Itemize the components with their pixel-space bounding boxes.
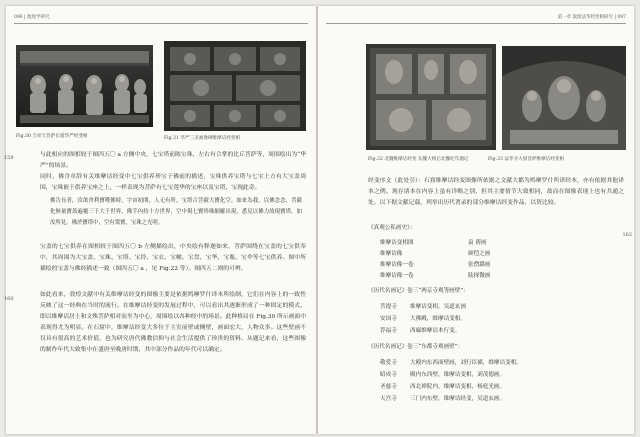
section-2-row-2-temple: 昭成寺 xyxy=(380,372,397,378)
section-1-row-2-text: 大佛殿，维摩诘变相。 xyxy=(410,316,466,322)
section-1-row-1-temple: 菩提寺 xyxy=(380,304,397,310)
figure-30-label: Fig.30 xyxy=(16,134,31,139)
right-page-number: 097 xyxy=(617,15,626,20)
margin-number-2: 160 xyxy=(4,296,14,302)
left-running-title: | 敦煌学研究 xyxy=(24,15,50,20)
paragraph-3: 宝盖的七宝供养在图相较于图四五〇 b 左侧描绘出，中央绘有释迦如来，菩萨围绕在宝盖的七宝供奉中，其周围为大宝盖，宝珠、宝塔、宝铃、宝衣、宝幢、宝盘、宝华、宝瓶、宝伞等七宝供养。图中所描绘的宝盖与佛经描述一致（图四五〇 a ，见 Fig.22 等）。图四五二则的可辨。 xyxy=(40,244,306,272)
figure-31-caption-text: 华严三圣画像碑维摩诘经变相 xyxy=(180,136,241,141)
table-row-2-title: 维摩诘像 xyxy=(380,251,403,257)
figure-33-caption xyxy=(488,156,564,162)
figure-32-caption-text: 北魏维摩诘经变 东魏大统后北魏纪年题记 xyxy=(384,157,469,162)
section-2-row-4-temple: 天宫寺 xyxy=(380,396,397,402)
figure-33-caption-text: 法华寺大窟菩萨维摩诘经变相 xyxy=(504,157,565,162)
table-row-2-author: 顾恺之画 xyxy=(468,251,491,257)
section-1-row-3-temple: 荐福寺 xyxy=(380,328,397,334)
right-intro-paragraph: 经变序文（此处引）：石窟维摩诘经变图像所依据之文献大都为鸠摩罗什所译经本，亦有依据其他译本之例。现存诸本在内容上虽有详略之别，但其主要情节大致相同，故而在图像表现上也有共通之处。以下据文献记载，列举出历代著录的部分维摩诘经变作品，以资比较。 xyxy=(368,178,624,206)
section-2-title: 《历代名画记》卷三“东都寺观画壁”： xyxy=(368,344,464,350)
figure-30-caption xyxy=(16,133,88,139)
table-row-3-title: 维摩诘像一卷 xyxy=(380,262,414,268)
paragraph-1: 与此相应的图相较于图四五〇 a 方侧中央，七宝塔前陈宝珠，左右有合掌的比丘菩萨等，周围绘出为“华严”的场景。 xyxy=(40,152,306,169)
table-row-3-author: 张僧繇画 xyxy=(468,262,491,268)
paragraph-2: 同时，佛含章辞有关维摩诘经变中七宝供养珍宝于佛前的描述，宝珠供养宝塔与七宝上方有大宝盖周围，宝珠嵌于供养宝座之上，一样表现为菩萨有七宝莲华的宝座以及宝塔，宝现此奇。 xyxy=(40,174,306,191)
section-2-row-4-text: 三门内东壁，维摩诘经变，吴道玄画。 xyxy=(410,396,506,402)
right-margin-number: 162 xyxy=(622,232,632,238)
section-1-row-3-text: 西廊维摩诘本行变。 xyxy=(410,328,461,334)
section-1-row-2-temple: 安国寺 xyxy=(380,316,397,322)
table-row-1-title: 维摩诘变相图 xyxy=(380,240,414,246)
section-2-row-3-temple: 圣慈寺 xyxy=(380,384,397,390)
section-1-row-1-text: 维摩诘变相，吴道玄画 xyxy=(410,304,466,310)
margin-number-1: 159 xyxy=(4,155,14,161)
quote-paragraph: 佛告長者，汝欲舍利寶嘆佛時，宇宙初開，人无有所，宝塔合菩薩大寶化空。如来為我，以佛念念，菩薩化無量寶蓋遍覆三千大千世界，佛手內持十方世界，空中現七寶珍珠網羅出現，悉見以佛力故現寶塔。如汝所見，佛於寶塔中，空有衆寶，宝珠之光明。 xyxy=(50,198,302,226)
table-intro: 《真观公私画史》： xyxy=(368,225,416,231)
section-2-row-3-text: 西北禅院内，维摩诘变相，杨庭光画。 xyxy=(410,384,506,390)
section-1-title: 《历代名画记》卷三“两京寺观等画壁”： xyxy=(368,288,469,294)
figure-31-stele-photo xyxy=(164,41,306,131)
section-2-row-2-text: 殿内东西壁，维摩诘变相，刘茂德画。 xyxy=(410,372,506,378)
figure-31-label: Fig.31 xyxy=(164,136,179,141)
right-page xyxy=(318,6,634,434)
figure-31-caption xyxy=(164,135,240,141)
figure-33-cave-photo xyxy=(502,46,626,150)
section-2-row-1-text: 大殿内东西面壁画，刘行臣描，维摩诘变相。 xyxy=(410,360,522,366)
left-running-head xyxy=(14,14,49,20)
right-running-head xyxy=(558,14,626,20)
left-page xyxy=(6,6,316,434)
right-header-rule xyxy=(326,23,626,24)
figure-32-label: Fig.32 xyxy=(368,157,383,162)
right-running-title: 第一章 敦煌法华经变相研究 | xyxy=(557,15,616,20)
figure-32-caption xyxy=(368,156,469,162)
left-header-rule xyxy=(14,23,308,24)
figure-30-relief-photo xyxy=(16,45,153,127)
figure-33-label: Fig.33 xyxy=(488,157,503,162)
table-row-1-author: 袁 蒨画 xyxy=(468,240,487,246)
table-row-4-title: 维摩诘像一卷 xyxy=(380,273,414,279)
figure-32-stele-photo xyxy=(366,44,496,150)
table-row-4-author: 陆探微画 xyxy=(468,273,491,279)
paragraph-4: 如此看来，敦煌文献中有关维摩诘经变的图像主要是依据鸠摩罗什译本所绘制，它们在内容上的一致性反映了这一经典在当时的流行。在维摩诘经变的发展过程中，可以看出其逐渐形成了一种固定的模式，即以维摩诘居士和文殊菩萨相对而坐为中心，周围绘以各种经中的场景。此种格局在 Fig.30 所示画面中表现得尤为明显。在石窟中，维摩诘经变大多位于主室前壁或侧壁，画面宏大，人物众多。这些壁画不仅具有很高的艺术价值，也为研究唐代佛教信仰与社会生活提供了珍贵的资料。从题记来看，这些图像的制作年代大致集中在盛唐至晚唐时期，其中部分作品的年代可以确定。 xyxy=(40,292,306,353)
figure-30-caption-text: 吉祥天菩萨长窟华严经变相 xyxy=(32,134,88,139)
left-page-number: 096 xyxy=(14,15,23,20)
section-2-row-1-temple: 敬爱寺 xyxy=(380,360,397,366)
